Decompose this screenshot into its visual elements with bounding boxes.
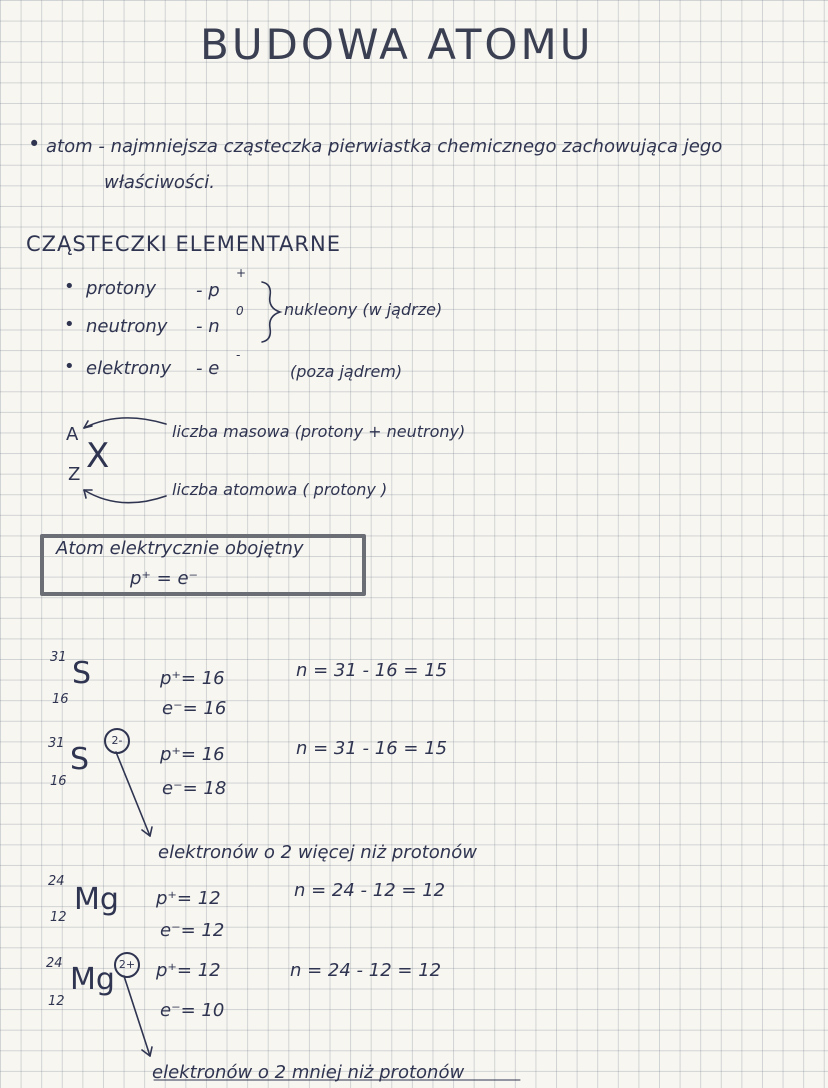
electron-count: e⁻= 16: [162, 698, 227, 719]
particle-symbol-neutrons: - n: [196, 316, 220, 337]
neutron-calculation: n = 31 - 16 = 15: [296, 738, 448, 759]
mass-number-symbol: A: [66, 424, 79, 445]
neutron-calculation: n = 24 - 12 = 12: [290, 960, 442, 981]
electron-count: e⁻= 10: [160, 1000, 225, 1021]
particle-charge-electrons: -: [236, 348, 241, 362]
definition-bullet: •: [28, 132, 41, 156]
particle-name-electrons: elektrony: [86, 358, 172, 379]
section-heading-particles: CZĄSTECZKI ELEMENTARNE: [26, 232, 341, 256]
element-symbol: Mg: [74, 882, 119, 917]
proton-count: p⁺= 12: [156, 888, 221, 909]
particle-symbol-electrons: - e: [196, 358, 220, 379]
neutral-atom-text: Atom elektrycznie obojętny: [56, 538, 304, 559]
particle-charge-protons: +: [236, 266, 247, 280]
particle-symbol-protons: - p: [196, 280, 220, 301]
atomic-number: 16: [52, 692, 69, 707]
page-title: BUDOWA ATOMU: [200, 20, 594, 69]
mass-number: 24: [46, 956, 63, 971]
sulfur-ion-arrow-icon: [116, 752, 150, 836]
mass-number: 24: [48, 874, 65, 889]
electrons-note: (poza jądrem): [290, 362, 403, 381]
ion-charge-badge: 2-: [104, 728, 130, 754]
particle-name-protons: protony: [86, 278, 156, 299]
electron-count: e⁻= 12: [160, 920, 225, 941]
proton-count: p⁺= 12: [156, 960, 221, 981]
particle-bullet: •: [64, 356, 75, 377]
electron-count: e⁻= 18: [162, 778, 227, 799]
neutron-calculation: n = 24 - 12 = 12: [294, 880, 446, 901]
particle-bullet: •: [64, 314, 75, 335]
proton-count: p⁺= 16: [160, 744, 225, 765]
mass-arrow-icon: [84, 418, 166, 428]
element-symbol: S: [70, 742, 90, 777]
element-symbol: S: [72, 656, 92, 691]
ion-charge-badge: 2+: [114, 952, 140, 978]
atomic-number: 12: [48, 994, 65, 1009]
element-symbol-x: X: [86, 436, 110, 476]
definition-line-2: właściwości.: [104, 172, 215, 193]
atomic-number-label: liczba atomowa ( protony ): [172, 480, 388, 499]
note-fewer-electrons: elektronów o 2 mniej niż protonów: [152, 1062, 465, 1083]
mass-number: 31: [50, 650, 67, 665]
atomic-number: 12: [50, 910, 67, 925]
mass-number-label: liczba masowa (protony + neutrony): [172, 422, 466, 441]
particle-charge-neutrons: 0: [236, 304, 244, 318]
atomic-arrow-icon: [84, 490, 166, 503]
mass-number: 31: [48, 736, 65, 751]
neutron-calculation: n = 31 - 16 = 15: [296, 660, 448, 681]
atomic-number: 16: [50, 774, 67, 789]
atomic-number-symbol: Z: [68, 464, 81, 485]
magnesium-ion-arrow-icon: [124, 976, 150, 1056]
particle-bullet: •: [64, 276, 75, 297]
definition-line-1: atom - najmniejsza cząsteczka pierwiastka chemicznego zachowująca jego: [46, 136, 723, 157]
element-symbol: Mg: [70, 962, 115, 997]
proton-count: p⁺= 16: [160, 668, 225, 689]
note-more-electrons: elektronów o 2 więcej niż protonów: [158, 842, 477, 863]
brace-icon: [262, 282, 280, 342]
neutral-atom-equation: p⁺ = e⁻: [130, 568, 199, 589]
particle-name-neutrons: neutrony: [86, 316, 168, 337]
nucleons-note: nukleony (w jądrze): [284, 300, 443, 319]
